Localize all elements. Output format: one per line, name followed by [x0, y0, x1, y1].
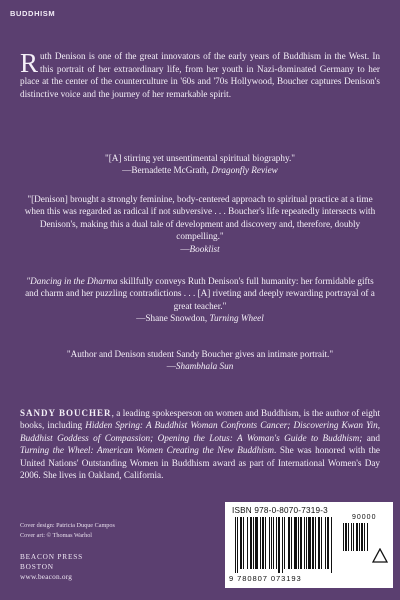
quote-book-title: "Dancing in the Dharma — [26, 276, 118, 286]
cover-art-credit: Cover art: © Thomas Warhol — [20, 532, 93, 539]
review-quote — [20, 275, 380, 325]
book-titles: Hidden Spring: A Buddhist Woman Confronts Cancer; Discovering Kwan Yin, Buddhist Goddess of Compassion; Opening the Lotus: A Woman's Guide to Buddhism; — [20, 420, 380, 443]
quote-attribution — [20, 360, 380, 372]
quote-text: skillfully conveys Ruth Denison's full humanity: her formidable gifts and charm and her puzzling contradictions . . . [A] riveting and deeply rewarding portrayal of a great teacher." — [25, 276, 375, 311]
publisher-city: BOSTON — [20, 562, 54, 572]
cover-credits — [20, 521, 115, 541]
quote-attribution — [20, 164, 380, 176]
attribution-source: Dragonfly Review — [211, 165, 278, 176]
category-label: BUDDHISM — [10, 9, 56, 18]
cover-design-credit: Cover design: Patricia Duque Campos — [20, 522, 115, 529]
quote-text: "[Denison] brought a strongly feminine, body-centered approach to spiritual practice at a time when this was regarded as radical if not subversive . . . Boucher's life repeatedly intersects with Denison's, making this a dual tale of development and discovery and, therefore, doubly compelling." — [24, 194, 376, 242]
ean-digits: 9 780807 073193 — [229, 574, 302, 583]
bio-text: . She was honored with the United Nations' Outstanding Women in Buddhism award as part of International Women's Day 2006. She lives in Oakland, California. — [20, 445, 380, 481]
quote-text: "Author and Denison student Sandy Boucher gives an intimate portrait." — [66, 349, 334, 359]
review-quote — [20, 348, 380, 373]
review-quote — [20, 193, 380, 255]
attribution-name: — — [180, 243, 190, 254]
attribution-name: — — [166, 361, 176, 372]
bio-text: , a leading spokesperson on women and Buddhism, is the author of eight books, including — [20, 408, 380, 431]
attribution-name: —Shane Snowdon, — [136, 313, 210, 324]
ean-barcode-icon — [235, 517, 341, 573]
intro-paragraph — [20, 50, 380, 100]
publisher-info — [20, 552, 83, 583]
barcode-panel — [225, 502, 393, 588]
bio-text: and — [362, 432, 380, 443]
publisher-name: BEACON PRESS — [20, 552, 83, 561]
quote-attribution — [20, 312, 380, 324]
publisher-website: www.beacon.org — [20, 572, 73, 582]
addon-barcode-icon — [343, 523, 371, 551]
quote-text: "[A] stirring yet unsentimental spiritual biography." — [104, 153, 296, 163]
author-bio — [20, 407, 380, 481]
attribution-source: Shambhala Sun — [175, 361, 234, 372]
publisher-triangle-icon — [372, 548, 388, 563]
review-quote — [20, 152, 380, 177]
attribution-name: —Bernadette McGrath, — [122, 165, 212, 176]
attribution-source: Booklist — [189, 243, 220, 254]
price-addon-label: 90000 — [352, 514, 377, 521]
intro-text: uth Denison is one of the great innovators of the early years of Buddhism in the West. In this portrait of her extraordinary life, from her youth in Nazi-dominated Germany to her place at the center of the counterculture in '60s and '70s Hollywood, Boucher captures Denison's distinctive voice and the journey of her remarkable spirit. — [20, 51, 380, 99]
drop-cap: R — [20, 48, 39, 78]
attribution-source: Turning Wheel — [209, 313, 264, 324]
book-title: Turning the Wheel: American Women Creating the New Buddhism — [20, 445, 274, 456]
quote-attribution — [20, 243, 380, 255]
author-name: SANDY BOUCHER — [20, 408, 112, 418]
isbn-label: ISBN 978-0-8070-7319-3 — [232, 506, 328, 515]
